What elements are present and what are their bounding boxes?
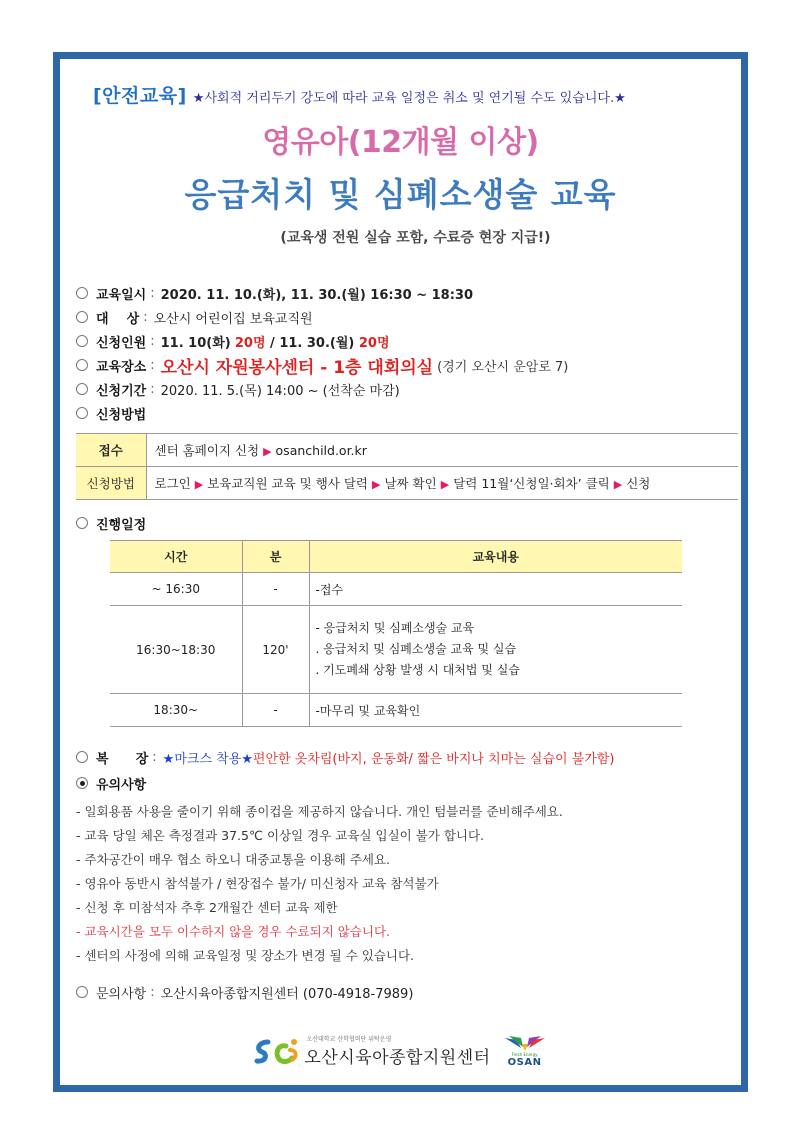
info-label: 교육일시 [96,287,147,303]
info-label: 복 장 [96,751,149,767]
info-label: 대 상 [96,311,140,327]
schedule-table [110,540,682,727]
osan-slogan: Fresh Energy [511,1052,538,1057]
table-row [110,573,682,606]
title-age-group: 영유아(12개월 이상) [262,125,539,160]
info-value: 오산시 어린이집 보육교직원 [153,311,313,327]
session1-date: 11. 10(화) [160,335,231,351]
arrow-right-icon: ▶ [613,478,623,491]
logo-name: 오산시육아종합지원센터 [304,1048,491,1068]
note-item: - 주차공간이 매우 협소 하오니 대중교통을 이용해 주세요. [76,852,391,867]
contact-info [76,980,413,1004]
website-link[interactable]: osanchild.or.kr [275,443,367,458]
session1-count: 20명 [234,335,266,351]
colon: : [143,309,148,325]
info-method [76,401,736,425]
row-content [146,467,738,500]
circle-bullet-icon [76,335,88,347]
osan-wings-icon [503,1034,547,1052]
row-header: 접수 [76,434,146,467]
content-line: . 응급처치 및 심폐소생술 교육 및 실습 [315,642,517,656]
logo-subtitle: 오산대학교 산학협력단 위탁운영 [306,1036,392,1043]
info-capacity [76,329,736,353]
arrow-right-icon: ▶ [372,478,381,491]
cell-content [309,606,682,694]
col-header-content: 교육내용 [309,541,682,573]
cell-content: -마무리 및 교육확인 [309,694,682,727]
circle-bullet-icon [76,986,88,998]
note-item-highlight: - 교육시간을 모두 이수하지 않을 경우 수료되지 않습니다. [76,924,391,939]
osan-text: OSAN [507,1057,542,1068]
content-line: . 기도폐쇄 상황 발생 시 대처법 및 실습 [315,663,520,677]
session2-count: 20명 [358,335,390,351]
session2-date: / 11. 30.(월) [265,335,359,351]
note-item: - 교육 당일 체온 측정결과 37.5℃ 이상일 경우 교육실 입실이 불가 합니다. [76,828,485,843]
info-label: 신청기간 [96,383,147,399]
cell-minutes: - [242,573,309,606]
circle-bullet-icon [76,517,88,529]
clothing-notice: 편안한 옷차림(바지, 운동화/ 짧은 바지나 치마는 실습이 불가함) [252,751,615,767]
circle-bullet-icon [76,383,88,395]
filled-circle-bullet-icon [76,777,88,789]
table-row [110,606,682,694]
circle-bullet-icon [76,287,88,299]
table-row [76,467,738,500]
cell-minutes: 120' [242,606,309,694]
content-line: - 응급처치 및 심폐소생술 교육 [315,621,475,635]
colon: : [150,984,155,1000]
table-row [110,694,682,727]
step: 로그인 [154,476,191,491]
cell-content: -접수 [309,573,682,606]
schedule-heading [76,511,146,535]
col-header-minutes: 분 [242,541,309,573]
notes-heading [76,771,146,795]
table-row [76,434,738,467]
note-item: - 센터의 사정에 의해 교육일정 및 장소가 변경 될 수 있습니다. [76,948,415,963]
section-label: 진행일정 [96,517,147,533]
col-header-time: 시간 [110,541,242,573]
dress-code [76,745,756,769]
info-list [76,281,736,425]
step: 센터 홈페이지 신청 [154,443,260,458]
info-label: 신청인원 [96,335,147,351]
cell-time: 18:30~ [110,694,242,727]
mask-notice: ★마크스 착용★ [162,751,253,767]
center-logo-text [304,1034,490,1068]
colon: : [152,749,157,765]
info-value: 2020. 11. 5.(목) 14:00 ~ (선착순 마감) [160,383,400,399]
subtitle: (교육생 전원 실습 포함, 수료증 현장 지급!) [280,230,551,246]
table-header-row [110,541,682,573]
arrow-right-icon: ▶ [194,478,204,491]
section-label: 유의사항 [96,777,147,793]
colon: : [150,285,155,301]
info-label: 교육장소 [96,359,147,375]
info-date [76,281,736,305]
info-target [76,305,736,329]
osan-city-logo [503,1034,547,1068]
step: 날짜 확인 [384,476,437,491]
notice-text: ★사회적 거리두기 강도에 따라 교육 일정은 취소 및 연기될 수도 있습니다.★ [192,91,626,106]
info-value: 2020. 11. 10.(화), 11. 30.(월) 16:30 ~ 18:30 [160,287,474,303]
application-table [76,433,738,500]
circle-bullet-icon [76,311,88,323]
cell-minutes: - [242,694,309,727]
circle-bullet-icon [76,359,88,371]
cell-time: 16:30~18:30 [110,606,242,694]
page-title: 응급처치 및 심폐소생술 교육 [184,175,617,214]
row-content [146,434,738,467]
poster-frame [53,52,748,1092]
notice-line [93,81,626,108]
step: 신청 [626,476,651,491]
center-logo-icon [254,1036,300,1066]
notes-list [76,800,736,968]
place-name: 오산시 자원봉사센터 - 1층 대회의실 [160,357,434,378]
step: 보육교직원 교육 및 행사 달력 [207,476,368,491]
circle-bullet-icon [76,751,88,763]
place-address: (경기 오산시 운암로 7) [437,359,569,375]
step: 달력 11월‘신청일·회차’ 클릭 [453,476,610,491]
row-header: 신청방법 [76,467,146,500]
colon: : [150,357,155,373]
footer-logos [60,1034,741,1068]
info-place [76,353,736,377]
safety-tag: [안전교육] [93,85,187,107]
colon: : [150,333,155,349]
cell-time: ~ 16:30 [110,573,242,606]
note-item: - 일회용품 사용을 줄이기 위해 종이컵을 제공하지 않습니다. 개인 텀블러를 준비해주세요. [76,804,563,819]
colon: : [150,381,155,397]
circle-bullet-icon [76,407,88,419]
note-item: - 영유아 동반시 참석불가 / 현장접수 불가/ 미신청자 교육 참석불가 [76,876,439,891]
arrow-right-icon: ▶ [440,478,450,491]
contact-phone: 오산시육아종합지원센터 (070-4918-7989) [160,986,414,1002]
info-label: 문의사항 [96,986,147,1002]
info-period [76,377,736,401]
info-label: 신청방법 [96,407,147,423]
arrow-right-icon: ▶ [263,445,272,458]
note-item: - 신청 후 미참석자 추후 2개월간 센터 교육 제한 [76,900,338,915]
